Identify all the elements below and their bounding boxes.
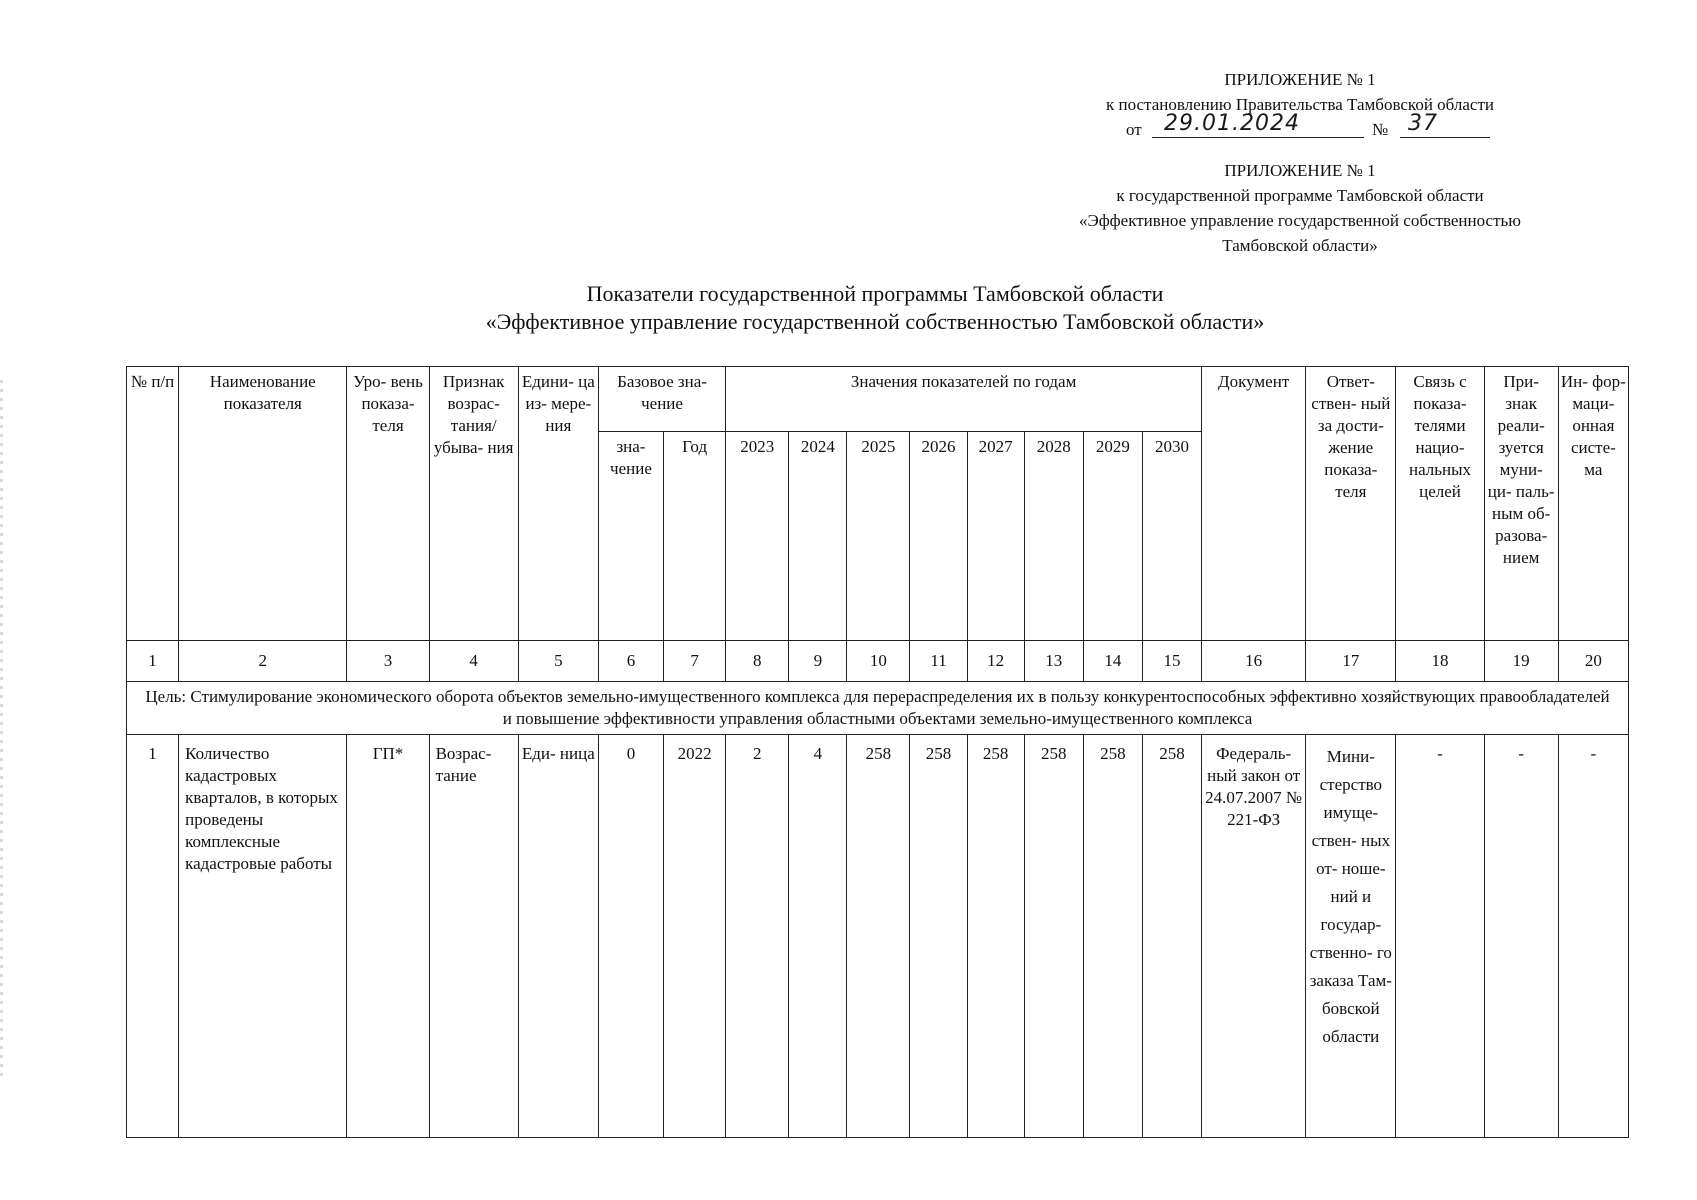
row-base-year: 2022 <box>664 735 726 1138</box>
header-base: Базовое зна- чение <box>598 367 725 432</box>
document-title-line2: «Эффективное управление государственной собственностью Тамбовской области» <box>485 309 1265 334</box>
document-title <box>300 280 1450 336</box>
column-number: 9 <box>789 641 847 682</box>
row-base-value: 0 <box>598 735 663 1138</box>
column-number: 14 <box>1083 641 1142 682</box>
date-underline <box>1152 111 1364 138</box>
header-base-year: Год <box>664 432 726 641</box>
column-number: 20 <box>1558 641 1628 682</box>
header-year: 2029 <box>1083 432 1142 641</box>
column-number: 17 <box>1306 641 1396 682</box>
column-number: 3 <box>347 641 429 682</box>
handwritten-number: 37 <box>1408 111 1438 136</box>
header-name: Наименование показателя <box>179 367 347 641</box>
row-info-system: - <box>1558 735 1628 1138</box>
appendix-program-name-end: Тамбовской области» <box>1222 236 1378 255</box>
column-number: 10 <box>847 641 910 682</box>
appendix-header-program <box>960 158 1640 258</box>
column-numbers-row <box>127 641 1629 682</box>
row-indicator-name: Количество кадастровых кварталов, в которых проведены комплексные кадастровые работы <box>179 735 347 1138</box>
document-title-line1: Показатели государственной программы Тамбовской области <box>586 281 1164 306</box>
column-number: 18 <box>1396 641 1484 682</box>
column-number: 16 <box>1202 641 1306 682</box>
column-number: 1 <box>127 641 179 682</box>
column-number: 13 <box>1024 641 1083 682</box>
row-value-2030: 258 <box>1142 735 1201 1138</box>
column-number: 8 <box>726 641 789 682</box>
header-year: 2030 <box>1142 432 1201 641</box>
column-number: 6 <box>598 641 663 682</box>
row-value-2025: 258 <box>847 735 910 1138</box>
row-value-2024: 4 <box>789 735 847 1138</box>
header-year: 2028 <box>1024 432 1083 641</box>
column-number: 5 <box>518 641 598 682</box>
column-number: 15 <box>1142 641 1201 682</box>
column-number: 2 <box>179 641 347 682</box>
header-responsible: Ответ- ствен- ный за дости- жение показа- теля <box>1306 367 1396 641</box>
appendix-program-line: к государственной программе Тамбовской области <box>1116 186 1484 205</box>
row-unit: Еди- ница <box>518 735 598 1138</box>
header-year: 2023 <box>726 432 789 641</box>
date-prefix: от <box>1126 120 1142 139</box>
row-national-goals: - <box>1396 735 1484 1138</box>
table-row <box>127 735 1629 1138</box>
row-num: 1 <box>127 735 179 1138</box>
header-year: 2025 <box>847 432 910 641</box>
goal-row <box>127 682 1629 735</box>
decree-date-number-line <box>1040 111 1560 145</box>
header-national-goals: Связь с показа- телями нацио- нальных целей <box>1396 367 1484 641</box>
appendix-program-name: «Эффективное управление государственной собственностью <box>1079 211 1521 230</box>
row-value-2023: 2 <box>726 735 789 1138</box>
column-number: 4 <box>429 641 518 682</box>
header-year: 2026 <box>910 432 967 641</box>
header-base-value: зна- чение <box>598 432 663 641</box>
handwritten-date: 29.01.2024 <box>1164 111 1300 136</box>
number-underline <box>1400 111 1490 138</box>
appendix-title: ПРИЛОЖЕНИЕ № 1 <box>1224 70 1376 89</box>
column-number: 12 <box>967 641 1024 682</box>
row-responsible: Мини- стерство имуще- ствен- ных от- ноше- ний и государ- ственно- го заказа Там- бовской области <box>1306 735 1396 1138</box>
header-num: № п/п <box>127 367 179 641</box>
table-header-row <box>127 367 1629 432</box>
header-by-years: Значения показателей по годам <box>726 367 1202 432</box>
scan-edge-artifact <box>0 380 3 1080</box>
row-value-2029: 258 <box>1083 735 1142 1138</box>
column-number: 11 <box>910 641 967 682</box>
row-municipal: - <box>1484 735 1558 1138</box>
number-prefix: № <box>1372 120 1389 139</box>
column-number: 7 <box>664 641 726 682</box>
header-level: Уро- вень показа- теля <box>347 367 429 641</box>
row-value-2026: 258 <box>910 735 967 1138</box>
header-year: 2027 <box>967 432 1024 641</box>
appendix-header-decree <box>1040 67 1560 145</box>
row-value-2028: 258 <box>1024 735 1083 1138</box>
header-trend: Признак возрас- тания/ убыва- ния <box>429 367 518 641</box>
header-info-system: Ин- фор- маци- онная систе- ма <box>1558 367 1628 641</box>
appendix-title: ПРИЛОЖЕНИЕ № 1 <box>1224 161 1376 180</box>
appendix-decree-line: к постановлению Правительства Тамбовской области <box>1105 95 1495 114</box>
row-value-2027: 258 <box>967 735 1024 1138</box>
indicators-table <box>126 366 1629 1138</box>
goal-text: Цель: Стимулирование экономического оборота объектов земельно-имущественного комплекса для перераспределения их в пользу конкурентоспособных эффективно хозяйствующих правообладателей и повышение эффективности управления областными объектами земельно-имущественного комплекса <box>127 682 1629 735</box>
header-municipal: При- знак реали- зуется муни- ци- паль- ным об- разова- нием <box>1484 367 1558 641</box>
header-unit: Едини- ца из- мере- ния <box>518 367 598 641</box>
row-level: ГП* <box>347 735 429 1138</box>
header-document: Документ <box>1202 367 1306 641</box>
column-number: 19 <box>1484 641 1558 682</box>
row-trend: Возрас- тание <box>429 735 518 1138</box>
header-year: 2024 <box>789 432 847 641</box>
row-document: Федераль- ный закон от 24.07.2007 № 221-ФЗ <box>1202 735 1306 1138</box>
